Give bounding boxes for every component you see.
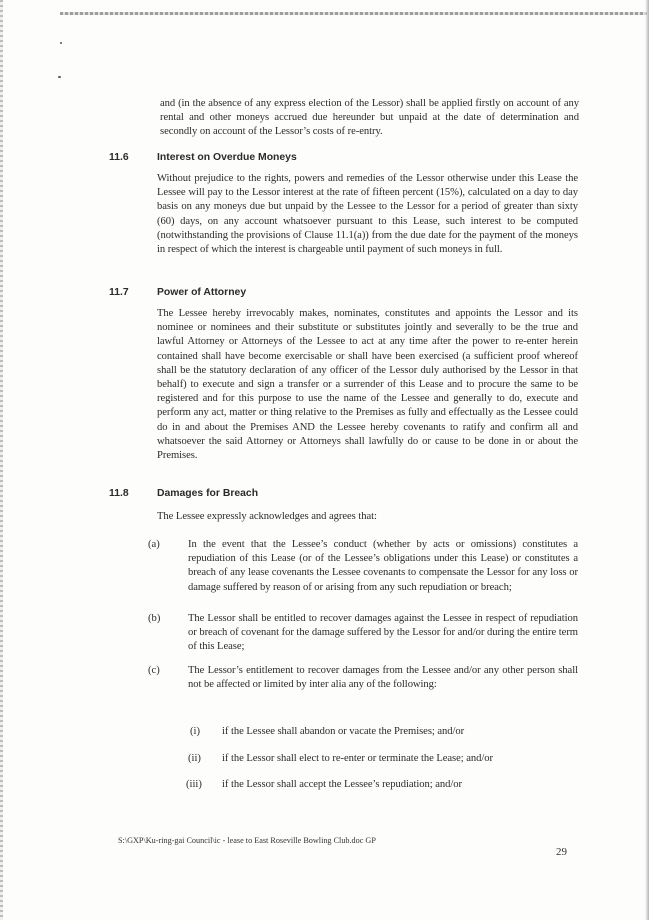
scan-edge-top <box>60 12 647 15</box>
section-body: The Lessee expressly acknowledges and agrees that: <box>157 511 377 522</box>
scan-speck <box>60 42 62 44</box>
section-number: 11.6 <box>109 152 129 163</box>
subitem-label: (ii) <box>188 753 201 764</box>
section-body: Without prejudice to the rights, powers and remedies of the Lessor otherwise under this Lease the Lessee will pay to the Lessor interest at the rate of fifteen percent (15%), calculated on a day to day basis on any moneys due but unpaid by the Lessee to the Lessor for a period of greater than sixty (60) days, on any account whatsoever pursuant to this Lease, such interest to be computed (notwithstanding the provisions of Clause 11.1(a)) from the due date for the payment of the moneys in respect of which the interest is chargeable until payment of such moneys in full. <box>157 173 578 256</box>
footer-file-path: S:\GXP\Ku-ring-gai Council\ic - lease to East Roseville Bowling Club.doc GP <box>118 836 376 845</box>
item-label: (a) <box>148 539 160 550</box>
section-title: Interest on Overdue Moneys <box>157 152 297 163</box>
section-number: 11.8 <box>109 488 129 499</box>
page-number: 29 <box>556 846 567 858</box>
item-text: The Lessor shall be entitled to recover damages against the Lessee in respect of repudiation or breach of covenant for the damage suffered by the Lessor for and/or during the entire term of this Lease; <box>188 613 578 653</box>
subitem-label: (iii) <box>186 779 202 790</box>
item-text: In the event that the Lessee’s conduct (whether by acts or omissions) constitutes a repudiation of this Lease (or of the Lessee’s obligations under this Lease) or constitutes a breach of any lease covenants the Lessee covenants to compensate the Lessor for any loss or damage suffered by reason of or arising from any such repudiation or breach; <box>188 539 578 593</box>
item-label: (c) <box>148 665 160 676</box>
item-text: The Lessor’s entitlement to recover damages from the Lessee and/or any other person shall not be affected or limited by inter alia any of the following: <box>188 665 578 691</box>
scan-speck <box>58 76 61 78</box>
subitem-text: if the Lessor shall accept the Lessee’s repudiation; and/or <box>222 779 463 790</box>
intro-paragraph: and (in the absence of any express election of the Lessor) shall be applied firstly on account of any rental and other moneys accrued due hereunder but unpaid at the date of determination and secondly on account of the Lessor’s costs of re-entry. <box>160 98 579 138</box>
section-title: Power of Attorney <box>157 287 247 298</box>
scan-edge-right <box>645 0 649 920</box>
item-label: (b) <box>148 613 161 624</box>
subitem-label: (i) <box>190 726 200 737</box>
section-title: Damages for Breach <box>157 488 259 499</box>
subitem-text: if the Lessee shall abandon or vacate the Premises; and/or <box>222 726 465 737</box>
section-number: 11.7 <box>109 287 129 298</box>
scan-edge-left <box>0 0 3 920</box>
section-body: The Lessee hereby irrevocably makes, nominates, constitutes and appoints the Lessor and its nominee or nominees and their substitute or substitutes jointly and severally to be the true and lawful Attorney or Attorneys of the Lessee to act at any time after the power to re-enter herein contained shall have become exercisable or shall have been exercised (a sufficient proof whereof shall be the statutory declaration of any officer of the Lessor duly authorised by the Lessor in that behalf) to execute and sign a transfer or a surrender of this Lease and to procure the same to be registered and for this purpose to use the name of the Lessee and generally to do, execute and perform any act, matter or thing relative to the Premises as fully and effectually as the Lessee could do in and about the Premises AND the Lessee hereby covenants to ratify and confirm all and whatsoever the said Attorney or Attorneys shall lawfully do or cause to be done in or about the Premises. <box>157 308 578 462</box>
subitem-text: if the Lessor shall elect to re-enter or terminate the Lease; and/or <box>222 753 494 764</box>
